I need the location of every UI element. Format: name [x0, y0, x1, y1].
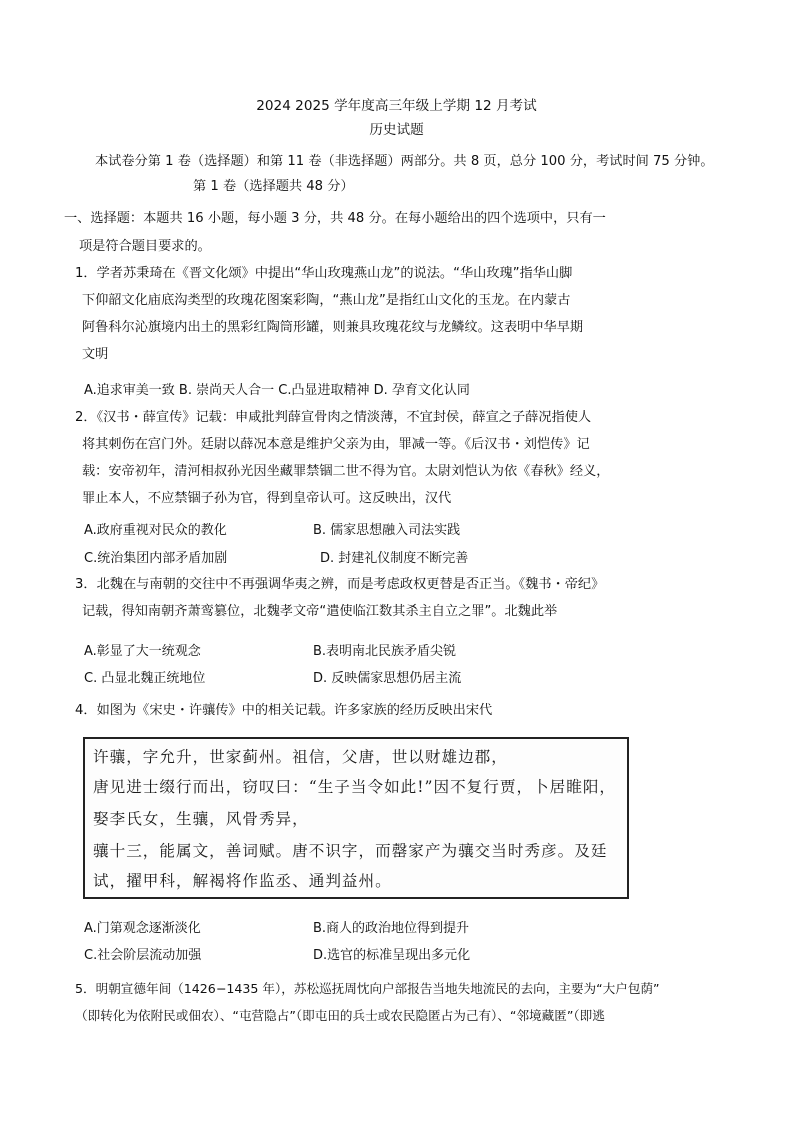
q4-source-excerpt — [83, 737, 629, 899]
q1-options: A.追求审美一致 B. 崇尚天人合一 C.凸显进取精神 D. 孕育文化认同 — [84, 383, 470, 398]
part1-heading: 第 1 卷（选择题共 48 分） — [193, 179, 354, 194]
q3-stem-line: 记载，得知南朝齐萧鸾篡位，北魏孝文帝“遣使临江数其杀主自立之罪”。北魏此举 — [82, 604, 558, 619]
section1-instruction-cont: 项是符合题目要求的。 — [79, 239, 211, 254]
q2-option-c: C.统治集团内部矛盾加剧 — [84, 551, 228, 566]
q4-option-b: B.商人的政治地位得到提升 — [313, 921, 470, 936]
q3-option-a: A.彰显了大一统观念 — [84, 644, 201, 659]
q1-stem-line: 阿鲁科尔沁旗境内出土的黑彩红陶筒形罐，则兼具玫瑰花纹与龙鳞纹。这表明中华早期 — [82, 320, 584, 335]
q2-stem-line: 罪止本人，不应禁锢子孙为官，得到皇帝认可。这反映出，汉代 — [82, 491, 452, 506]
q4-excerpt-line: 骧十三，能属文，善词赋。唐不识字，而罄家产为骧交当时秀彦。及廷 — [93, 842, 608, 860]
q2-stem-line: 将其刺伤在宫门外。廷尉以薛况本意是维护父亲为由，罪减一等。《后汉书・刘恺传》记 — [82, 437, 590, 452]
q2-stem-line: 2．《汉书・薛宣传》记载：申咸批判薛宣骨肉之情淡薄，不宜封侯，薛宣之子薛况指使人 — [75, 410, 592, 425]
exam-intro: 本试卷分第 1 卷（选择题）和第 11 卷（非选择题）两部分。共 8 页，总分 100 分，考试时间 75 分钟。 — [95, 154, 714, 169]
q5-stem-line: 5．明朝宣德年间（1426−1435 年），苏松巡抚周忱向户部报告当地失地流民的去向，主要为“大户包荫” — [75, 981, 660, 996]
q3-stem-line: 3．北魏在与南朝的交往中不再强调华夷之辨，而是考虑政权更替是否正当。《魏书・帝纪》 — [75, 577, 605, 592]
q4-excerpt-line: 娶李氏女，生骧，风骨秀异， — [93, 810, 309, 828]
q3-option-b: B.表明南北民族矛盾尖锐 — [313, 644, 457, 659]
q4-excerpt-line: 许骧，字允升，世家蓟州。祖信，父唐，世以财雄边郡， — [93, 748, 508, 766]
q4-option-c: C.社会阶层流动加强 — [84, 948, 202, 963]
q4-excerpt-line: 试，擢甲科，解褐将作监丞、通判益州。 — [93, 872, 392, 890]
q4-option-a: A.门第观念逐渐淡化 — [84, 921, 201, 936]
q5-stem-line: （即转化为依附民或佃农）、“屯营隐占”（即屯田的兵士或农民隐匿占为己有）、“邻境藏匿”（即逃 — [75, 1008, 605, 1023]
q1-stem-line: 1．学者苏秉琦在《晋文化颂》中提出“华山玫瑰燕山龙”的说法。“华山玫瑰”指华山脚 — [75, 266, 573, 281]
q4-stem: 4．如图为《宋史・许骧传》中的相关记载。许多家族的经历反映出宋代 — [75, 703, 493, 718]
exam-subject: 历史试题 — [369, 122, 424, 138]
section1-instruction: 一、选择题：本题共 16 小题，每小题 3 分，共 48 分。在每小题给出的四个选项中，只有一 — [64, 211, 606, 226]
q2-option-a: A.政府重视对民众的教化 — [84, 523, 227, 538]
q1-stem-line: 文明 — [82, 347, 109, 362]
q2-option-b: B. 儒家思想融入司法实践 — [313, 523, 461, 538]
q4-option-d: D.选官的标准呈现出多元化 — [313, 948, 471, 963]
q4-excerpt-line: 唐见进士缀行而出，窃叹曰：“生子当令如此!”因不复行贾，卜居睢阳， — [93, 778, 617, 796]
q3-option-c: C. 凸显北魏正统地位 — [84, 671, 206, 686]
q3-option-d: D. 反映儒家思想仍居主流 — [313, 671, 462, 686]
exam-title: 2024 2025 学年度高三年级上学期 12 月考试 — [256, 98, 537, 114]
q1-stem-line: 下仰韶文化庙底沟类型的玫瑰花图案彩陶，“燕山龙”是指红山文化的玉龙。在内蒙古 — [82, 293, 571, 308]
q2-option-d: D. 封建礼仪制度不断完善 — [320, 551, 469, 566]
q2-stem-line: 载：安帝初年，清河相叔孙光因坐藏罪禁锢二世不得为官。太尉刘恺认为依《春秋》经义， — [82, 464, 610, 479]
